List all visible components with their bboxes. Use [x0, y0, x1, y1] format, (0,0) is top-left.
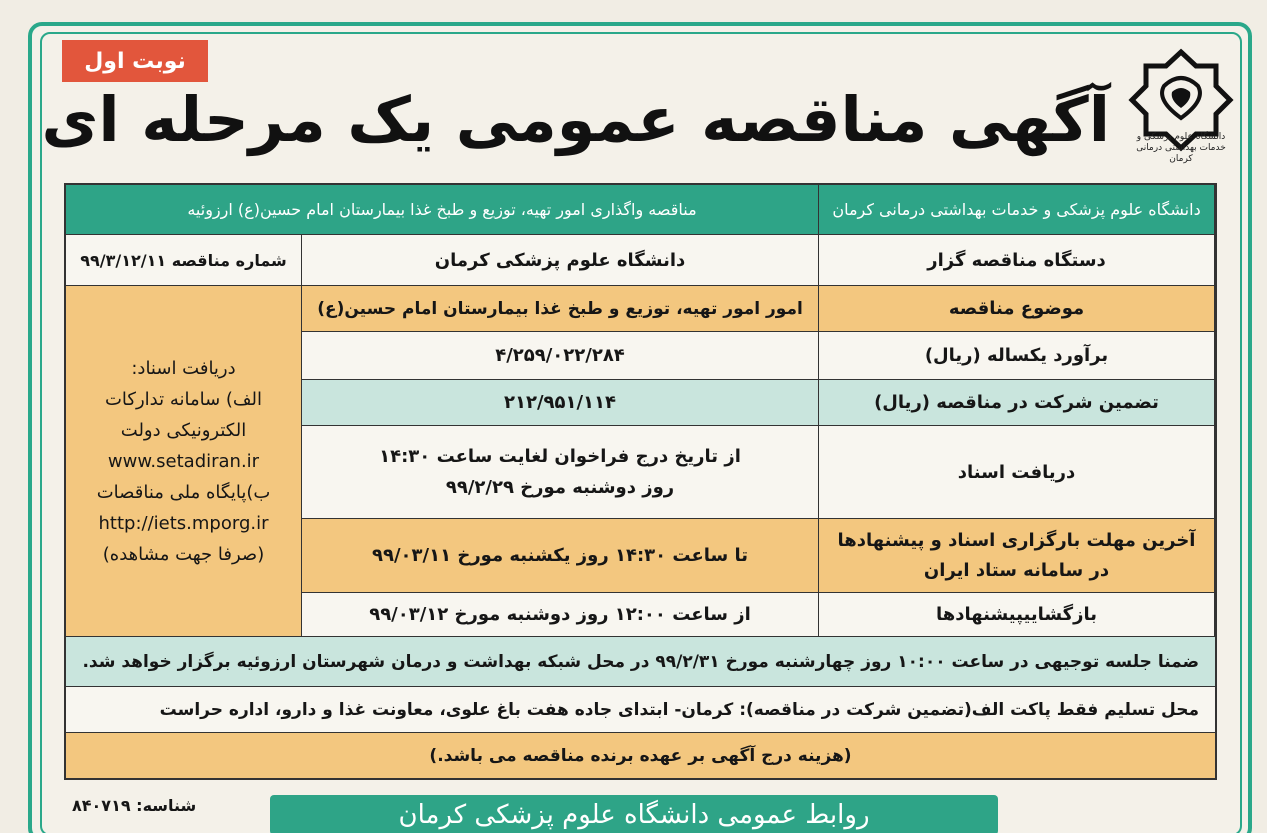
sidebar-line: الف) سامانه تداركات [104, 388, 263, 410]
documents-sidebar [66, 286, 302, 637]
receive-docs-line1: از تاریخ درج فراخوان لغایت ساعت ۱۴:۳۰ [379, 446, 741, 467]
value-guarantee: ۲۱۲/۹۵۱/۱۱۴ [302, 380, 819, 426]
label-opening: بازگشاییپیشنهادها [819, 593, 1215, 637]
public-relations-bar: روابط عمومی دانشگاه علوم پزشکی کرمان [270, 795, 998, 833]
round-badge: نوبت اول [62, 40, 208, 82]
setad-link[interactable]: www.setadiran.ir [107, 450, 260, 472]
value-opening: از ساعت ۱۲:۰۰ روز دوشنبه مورخ ۹۹/۰۳/۱۲ [302, 593, 819, 637]
value-organizer: دانشگاه علوم پزشکی کرمان [302, 235, 819, 286]
label-deadline: آخرین مهلت بارگزاری اسناد و پیشنهادها در سامانه ستاد ایران [819, 519, 1215, 593]
tender-number: شماره مناقصه ۹۹/۳/۱۲/۱۱ [66, 235, 302, 286]
label-guarantee: تضمین شرکت در مناقصه (ریال) [819, 380, 1215, 426]
tender-table [64, 183, 1217, 780]
value-receive-docs [302, 426, 819, 519]
logo-caption: دانشگاه علوم پزشکی و خدمات بهداشتی درمانی کرمان [1136, 132, 1226, 164]
receive-docs-line2: روز دوشنبه مورخ ۹۹/۲/۲۹ [445, 477, 675, 498]
value-subject: امور امور تهیه، توزیع و طبخ غذا بیمارستان امام حسین(ع) [302, 286, 819, 332]
delivery-note: محل تسلیم فقط پاکت الف(تضمین شرکت در مناقصه): کرمان- ابتدای جاده هفت باغ علوی، معاونت غذا و دارو، اداره حراست [66, 687, 1215, 733]
iets-link[interactable]: http://iets.mporg.ir [98, 512, 269, 534]
briefing-note: ضمنا جلسه توجیهی در ساعت ۱۰:۰۰ روز چهارشنبه مورخ ۹۹/۲/۳۱ در محل شبکه بهداشت و درمان شهرستان ارزوئیه برگزار خواهد شد. [66, 637, 1215, 687]
sidebar-line: (صرفا جهت مشاهده) [102, 543, 265, 565]
label-subject: موضوع مناقصه [819, 286, 1215, 332]
sidebar-line: دریافت اسناد: [131, 357, 236, 379]
ad-code: شناسه: ۸۴۰۷۱۹ [72, 796, 197, 815]
table-head-organization: دانشگاه علوم پزشکی و خدمات بهداشتی درمانی کرمان [819, 185, 1215, 235]
label-receive-docs: دریافت اسناد [819, 426, 1215, 519]
table-head-subject: مناقصه واگذاری امور تهیه، توزیع و طبخ غذا بیمارستان امام حسین(ع) ارزوئیه [66, 185, 819, 235]
label-annual-estimate: برآورد یکساله (ریال) [819, 332, 1215, 380]
label-organizer: دستگاه مناقصه گزار [819, 235, 1215, 286]
page-title: آگهی مناقصه عمومی یک مرحله ای [41, 83, 1110, 156]
sidebar-line: ب)پایگاه ملی مناقصات [96, 481, 271, 503]
value-deadline: تا ساعت ۱۴:۳۰ روز یکشنبه مورخ ۹۹/۰۳/۱۱ [302, 519, 819, 593]
cost-note: (هزینه درج آگهی بر عهده برنده مناقصه می باشد.) [66, 733, 1215, 778]
sidebar-line: الکترونیکی دولت [120, 419, 247, 441]
value-annual-estimate: ۴/۲۵۹/۰۲۲/۲۸۴ [302, 332, 819, 380]
